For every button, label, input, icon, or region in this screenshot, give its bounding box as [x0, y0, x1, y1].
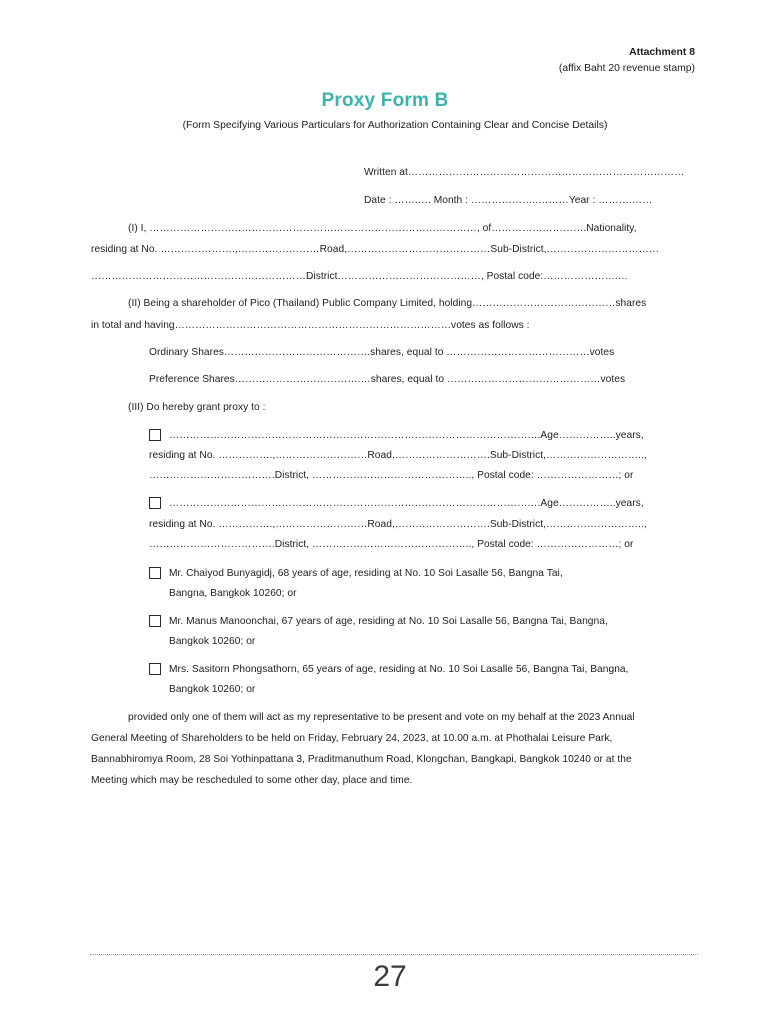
- proxy2-checkbox[interactable]: [149, 497, 161, 509]
- proxy1-checkbox[interactable]: [149, 429, 161, 441]
- proxy2-name-line[interactable]: ……………………………………………………………………………………………….Age……………..years,: [169, 498, 644, 509]
- revenue-stamp-note: (affix Baht 20 revenue stamp): [558, 63, 695, 74]
- section3-heading: (III) Do hereby grant proxy to :: [128, 402, 266, 413]
- closing-line3: Bannabhiromya Room, 28 Soi Yothinpattana 3, Praditmanuthum Road, Klongchan, Bangkapi, Bangkok 10240 or at the: [91, 754, 632, 765]
- closing-line1: provided only one of them will act as my representative to be present and vote on my behalf at the 2023 Annual: [128, 712, 635, 723]
- page-number: 27: [373, 960, 407, 993]
- section2-holding-line[interactable]: (II) Being a shareholder of Pico (Thailand) Public Company Limited, holding……………………………………shares: [128, 298, 647, 309]
- proxy-manus-line2: Bangkok 10260; or: [169, 636, 256, 647]
- proxy-manus-line1: Mr. Manus Manoonchai, 67 years of age, residing at No. 10 Soi Lasalle 56, Bangna Tai, Bangna,: [169, 616, 608, 627]
- footer-divider: [90, 954, 698, 955]
- date-field[interactable]: Date : …….…. Month : ………………..………Year : ……….……: [364, 195, 653, 206]
- proxy-sasitorn-line2: Bangkok 10260; or: [169, 684, 256, 695]
- section1-address-line[interactable]: residing at No. ………………….,……………………Road,……………………………………Sub-District,……………………………: [91, 244, 660, 255]
- proxy2-district-line[interactable]: ……………………………….District, ……………………………………….., Postal code: ……………………; or: [149, 539, 634, 550]
- proxy-manus-checkbox[interactable]: [149, 615, 161, 627]
- proxy-chaiyod-line1: Mr. Chaiyod Bunyagidj, 68 years of age, residing at No. 10 Soi Lasalle 56, Bangna Tai,: [169, 568, 563, 579]
- proxy1-district-line[interactable]: ……………………………….District, ……………………………………….., Postal code: ……………………; or: [149, 470, 634, 481]
- proxy1-name-line[interactable]: ……………………………………………………………………………………………….Age……………..years,: [169, 430, 644, 441]
- proxy-sasitorn-line1: Mrs. Sasitorn Phongsathorn, 65 years of age, residing at No. 10 Soi Lasalle 56, Bangna Tai, Bangna,: [169, 664, 629, 675]
- proxy-sasitorn-checkbox[interactable]: [149, 663, 161, 675]
- page-subtitle: (Form Specifying Various Particulars for Authorization Containing Clear and Concise Details): [182, 120, 608, 131]
- proxy2-address-line[interactable]: residing at No. …………….,………………………Road,……………………….Sub-District,………………………..,: [149, 519, 647, 530]
- closing-line4: Meeting which may be rescheduled to some other day, place and time.: [91, 775, 413, 786]
- proxy-chaiyod-line2: Bangna, Bangkok 10260; or: [169, 588, 297, 599]
- ordinary-shares-line[interactable]: Ordinary Shares…………………………………….shares, equal to ……………………………………votes: [149, 347, 615, 358]
- page-title: Proxy Form B: [321, 90, 449, 111]
- attachment-label: Attachment 8: [629, 47, 695, 58]
- closing-line2: General Meeting of Shareholders to be held on Friday, February 24, 2023, at 10.00 a.m. at Phothalai Leisure Park,: [91, 733, 613, 744]
- preference-shares-line[interactable]: Preference Shares……………………………….…shares, equal to ………………………………………votes: [149, 374, 626, 385]
- section1-name-line[interactable]: (I) I, ……………………………………………………………………………………, of……………………….Nationality,: [128, 223, 637, 234]
- section2-votes-line[interactable]: in total and having………………………………………………………………………votes as follows :: [91, 320, 530, 331]
- proxy1-address-line[interactable]: residing at No. …………….,………………………Road,……………………….Sub-District,………………………..,: [149, 450, 647, 461]
- written-at-field[interactable]: Written at………………………………………………………………………: [364, 167, 685, 178]
- proxy-chaiyod-checkbox[interactable]: [149, 567, 161, 579]
- section1-district-line[interactable]: ………………………………………………………District……………………………………, Postal code:………………….…: [91, 271, 629, 282]
